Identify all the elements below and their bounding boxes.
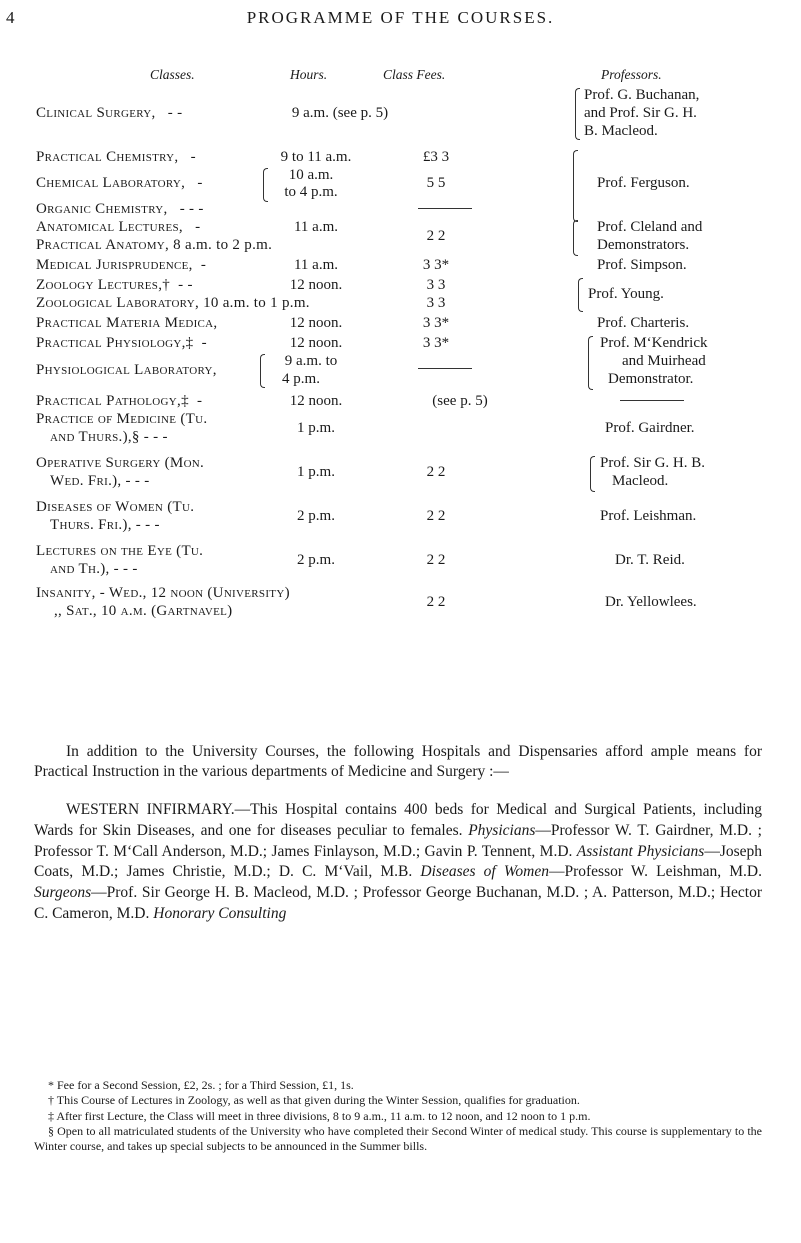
course-professor: Dr. Yellowlees. <box>605 594 697 610</box>
course-name: Diseases of Women (Tu. <box>36 499 195 515</box>
diseases-of-women-list: —Professor W. Leishman, M.D. <box>548 863 763 881</box>
course-name: Anatomical Lectures, - <box>36 219 201 235</box>
course-professor: Prof. Gairdner. <box>605 420 695 436</box>
course-hours: 9 a.m. to <box>284 353 338 369</box>
course-professor: Prof. M‘Kendrick <box>600 335 708 351</box>
hospital-name: WESTERN INFIRMARY. <box>66 801 235 818</box>
course-hours: 12 noon. <box>289 315 343 331</box>
course-name: Operative Surgery (Mon. <box>36 455 205 471</box>
course-fee: 3 3 <box>426 295 446 311</box>
honorary-consulting-label: Honorary Consulting <box>153 904 287 922</box>
intro-paragraph: In addition to the University Courses, the following Hospitals and Dispensaries afford ample means for Practical Instruction in the various departments of Medicine and Surgery :— <box>34 743 762 781</box>
heading-classes: Classes. <box>150 67 195 82</box>
hospital-description: —This Hospital contains 400 beds for Medical and Surgical Patients, including Wards for Skin Diseases, and one for diseases peculiar to females. <box>34 801 762 839</box>
course-professor: B. Macleod. <box>584 123 658 139</box>
course-professor: Prof. G. Buchanan, <box>584 87 700 103</box>
course-name: Organic Chemistry, - - - <box>36 201 204 217</box>
course-professor: Dr. T. Reid. <box>615 552 685 568</box>
course-hours: 2 p.m. <box>297 552 335 568</box>
course-professor: Prof. Young. <box>588 286 664 302</box>
course-hours: 10 a.m. <box>288 167 334 183</box>
footnote: * Fee for a Second Session, £2, 2s. ; for a Third Session, £1, 1s. <box>48 1078 354 1092</box>
course-fee: 5 5 <box>426 175 446 191</box>
course-name: Wed. Fri.), - - - <box>50 473 150 489</box>
course-hours: 2 p.m. <box>297 508 335 524</box>
course-hours: 12 noon. <box>289 393 343 409</box>
footnote: † This Course of Lectures in Zoology, as well as that given during the Winter Session, qualifies for graduation. <box>48 1093 580 1108</box>
course-fee: 2 2 <box>426 594 446 610</box>
footnote: ‡ After first Lecture, the Class will meet in three divisions, 8 to 9 a.m., 11 a.m. to 12 noon, and 12 noon to 1 p.m. <box>48 1108 591 1123</box>
footnote: § Open to all matriculated students of the University who have completed their Second Winter of medical study. This course is supplementary to the Winter course, and takes up special subjects to be announced in the Summer bills. <box>34 1124 762 1154</box>
professor-rule <box>620 400 684 401</box>
course-fee: 3 3* <box>422 315 450 331</box>
course-hours: 4 p.m. <box>282 371 320 387</box>
course-professor: Macleod. <box>612 473 669 489</box>
course-name: Practical Chemistry, - <box>36 149 196 165</box>
course-fee: 3 3* <box>422 257 450 273</box>
heading-fees: Class Fees. <box>383 67 446 82</box>
course-name: Clinical Surgery, - - <box>36 105 183 121</box>
course-fee: 2 2 <box>426 508 446 524</box>
heading-professors: Professors. <box>601 67 662 82</box>
brace <box>575 88 580 140</box>
course-professor: Prof. Sir G. H. B. <box>600 455 706 471</box>
course-name: Insanity, - Wed., 12 noon (University) <box>36 585 290 601</box>
course-fee: (see p. 5) <box>432 393 488 409</box>
course-professor: Prof. Ferguson. <box>597 175 690 191</box>
physicians-list: —Professor W. T. Gairdner, M.D. ; Professor T. M‘Call Anderson, M.D.; James Finlayson, M.D.; Gavin P. Tennent, M.D. <box>34 821 762 860</box>
course-professor: Prof. Charteris. <box>597 315 690 331</box>
course-name: Zoology Lectures,† - - <box>36 277 193 293</box>
course-name: Zoological Laboratory, 10 a.m. to 1 p.m. <box>36 295 310 311</box>
surgeons-label: Surgeons <box>34 884 92 902</box>
course-hours: to 4 p.m. <box>284 184 338 200</box>
page-title: PROGRAMME OF THE COURSES. <box>246 8 555 27</box>
course-hours: 1 p.m. <box>297 420 335 436</box>
diseases-of-women-label: Diseases of Women <box>420 863 549 881</box>
course-table <box>0 86 801 686</box>
course-name: Chemical Laboratory, - <box>36 175 203 191</box>
brace <box>573 150 578 222</box>
footnotes <box>34 1078 762 1155</box>
course-professor: and Muirhead <box>622 353 706 369</box>
course-fee: 2 2 <box>426 552 446 568</box>
course-hours: 12 noon. <box>289 277 343 293</box>
course-professor: Prof. Cleland and <box>597 219 703 235</box>
course-fee: 2 2 <box>426 228 446 244</box>
fee-rule <box>418 208 472 209</box>
course-name: and Thurs.),§ - - - <box>50 429 168 445</box>
course-name: Practical Physiology,‡ - <box>36 335 207 351</box>
course-fee: 3 3 <box>426 277 446 293</box>
course-fee: £3 3 <box>422 149 450 165</box>
hospital-paragraph <box>34 800 762 925</box>
course-professor: Prof. Leishman. <box>600 508 697 524</box>
assistant-physicians-list: —Joseph Coats, M.D.; James Christie, M.D.; D. C. M‘Vail, M.B. <box>34 842 763 881</box>
course-name: Lectures on the Eye (Tu. <box>36 543 204 559</box>
course-name: Medical Jurisprudence, - <box>36 257 207 273</box>
page-header <box>0 8 801 36</box>
course-hours: 9 a.m. (see p. 5) <box>291 105 389 121</box>
course-professor: Demonstrator. <box>608 371 694 387</box>
fee-rule <box>418 368 472 369</box>
brace <box>590 456 595 492</box>
brace <box>588 336 593 390</box>
course-professor: and Prof. Sir G. H. <box>584 105 697 121</box>
course-fee: 3 3* <box>422 335 450 351</box>
course-name: Practical Pathology,‡ - <box>36 393 203 409</box>
course-hours: 9 to 11 a.m. <box>280 149 352 165</box>
course-professor: Prof. Simpson. <box>597 257 687 273</box>
course-hours: 11 a.m. <box>293 219 339 235</box>
page-number: 4 <box>6 8 15 27</box>
course-name: Practical Anatomy, 8 a.m. to 2 p.m. <box>36 237 273 253</box>
surgeons-list: —Prof. Sir George H. B. Macleod, M.D. ; Professor George Buchanan, M.D. ; A. Patterson, M.D.; Hector C. Cameron, M.D. <box>34 884 762 922</box>
physicians-label: Physicians <box>468 821 536 839</box>
course-hours: 1 p.m. <box>297 464 335 480</box>
course-professor: Demonstrators. <box>597 237 690 253</box>
brace <box>578 278 583 312</box>
course-hours: 12 noon. <box>289 335 343 351</box>
course-name: Physiological Laboratory, <box>36 362 217 378</box>
course-name: Thurs. Fri.), - - - <box>50 517 160 533</box>
heading-hours: Hours. <box>290 67 328 82</box>
brace <box>573 220 578 256</box>
course-fee: 2 2 <box>426 464 446 480</box>
column-headings <box>0 67 801 85</box>
course-name: ,, Sat., 10 a.m. (Gartnavel) <box>54 603 233 619</box>
course-name: Practical Materia Medica, <box>36 315 218 331</box>
course-hours: 11 a.m. <box>293 257 339 273</box>
course-name: Practice of Medicine (Tu. <box>36 411 208 427</box>
course-name: and Th.), - - - <box>50 561 138 577</box>
assistant-physicians-label: Assistant Physicians <box>576 842 705 860</box>
